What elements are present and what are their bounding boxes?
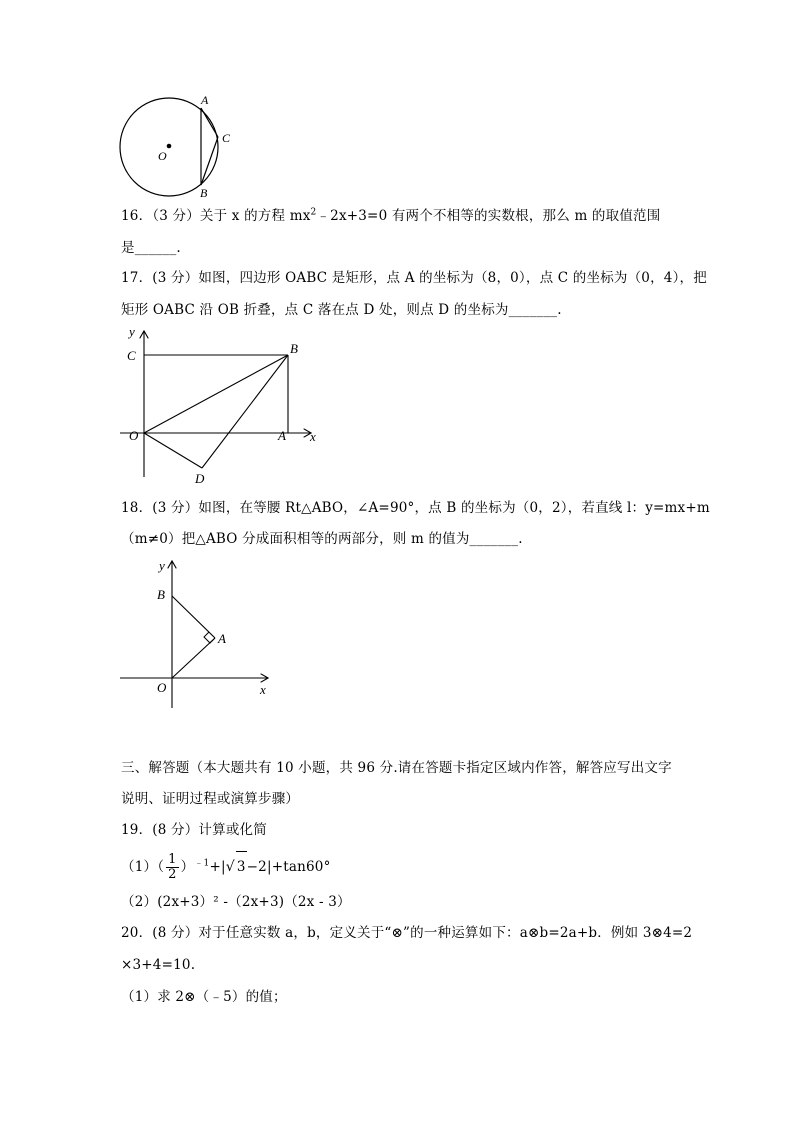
q19-part1-mid: +| — [209, 859, 226, 875]
q19-title: 19．(8 分）计算或化简 — [121, 822, 267, 838]
side-ba — [172, 596, 215, 638]
q19-part1-tail: −2|+tan60° — [246, 859, 331, 875]
right-angle-mark — [204, 632, 215, 643]
segment-ac — [201, 108, 218, 137]
q20-line2: ×3+4=10. — [121, 957, 196, 973]
q19-part1-close: ） — [180, 859, 195, 875]
fraction-half — [166, 853, 178, 882]
label-c: C — [127, 348, 136, 363]
label-x: x — [260, 682, 266, 697]
label-a: A — [218, 631, 226, 646]
fraction-numerator: 1 — [168, 852, 177, 867]
section3-line2: 说明、证明过程或演算步骤） — [121, 791, 300, 807]
label-y: y — [159, 558, 165, 573]
label-o: O — [158, 149, 167, 163]
q16-text: 16．（3 分）关于 x 的方程 mx — [121, 208, 311, 224]
fraction-denominator: 2 — [168, 867, 177, 882]
label-o: O — [129, 428, 139, 443]
q18-line1: 18．(3 分）如图，在等腰 Rt△ABO，∠A=90°，点 B 的坐标为（0，2），若直线 l：y=mx+m — [121, 500, 710, 516]
segment-db — [202, 355, 288, 468]
center-dot — [167, 144, 172, 149]
section3-line1: 三、解答题（本大题共有 10 小题，共 96 分.请在答题卡指定区域内作答，解答应写出文字 — [121, 760, 672, 776]
rectangle-fold-figure — [115, 322, 330, 492]
q19-part1-label: （1）（ — [121, 859, 165, 875]
label-b: B — [157, 587, 165, 602]
label-d: D — [195, 471, 205, 486]
label-b: B — [200, 186, 208, 200]
segment-od — [144, 433, 202, 468]
q16-line2: 是______. — [121, 240, 181, 256]
label-b: B — [290, 341, 298, 356]
q19-exponent: ﹣1 — [194, 858, 210, 869]
q19-part1: （1）（ $\frac{1}{2}$ ）$^{﹣1}$+|√ 3−2|+tan60° — [121, 852, 331, 882]
q19-part2: （2）(2x+3）² -（2x+3)（2x - 3） — [121, 894, 351, 910]
q16-sup: 2 — [310, 207, 317, 218]
triangle-abo-figure — [115, 556, 280, 711]
q16-line1 — [121, 206, 660, 226]
q20-line1: 20．(8 分）对于任意实数 a，b，定义关于“⊗”的一种运算如下：a⊗b=2a+b．例如 3⊗4=2 — [121, 925, 693, 941]
q17-line2: 矩形 OABC 沿 OB 折叠，点 C 落在点 D 处，则点 D 的坐标为_______. — [121, 302, 562, 318]
label-a: A — [201, 93, 209, 107]
label-o: O — [157, 680, 167, 695]
label-c: C — [222, 131, 231, 145]
side-ao — [172, 638, 215, 678]
label-a: A — [278, 428, 286, 443]
sqrt-radicand: 3 — [236, 851, 247, 882]
q17-line1: 17．(3 分）如图，四边形 OABC 是矩形，点 A 的坐标为（8，0），点 C 的坐标为（0，4），把 — [121, 270, 707, 286]
q20-part1: （1）求 2⊗（﹣5）的值； — [121, 989, 287, 1005]
diagonal-ob — [144, 355, 288, 433]
q16-text-rest: ﹣2x+3=0 有两个不相等的实数根，那么 m 的取值范围 — [316, 208, 661, 224]
q18-line2: （m≠0）把△ABO 分成面积相等的两部分，则 m 的值为_______. — [121, 531, 523, 547]
label-x: x — [310, 429, 316, 444]
label-y: y — [129, 324, 135, 339]
circle-figure — [110, 90, 250, 200]
